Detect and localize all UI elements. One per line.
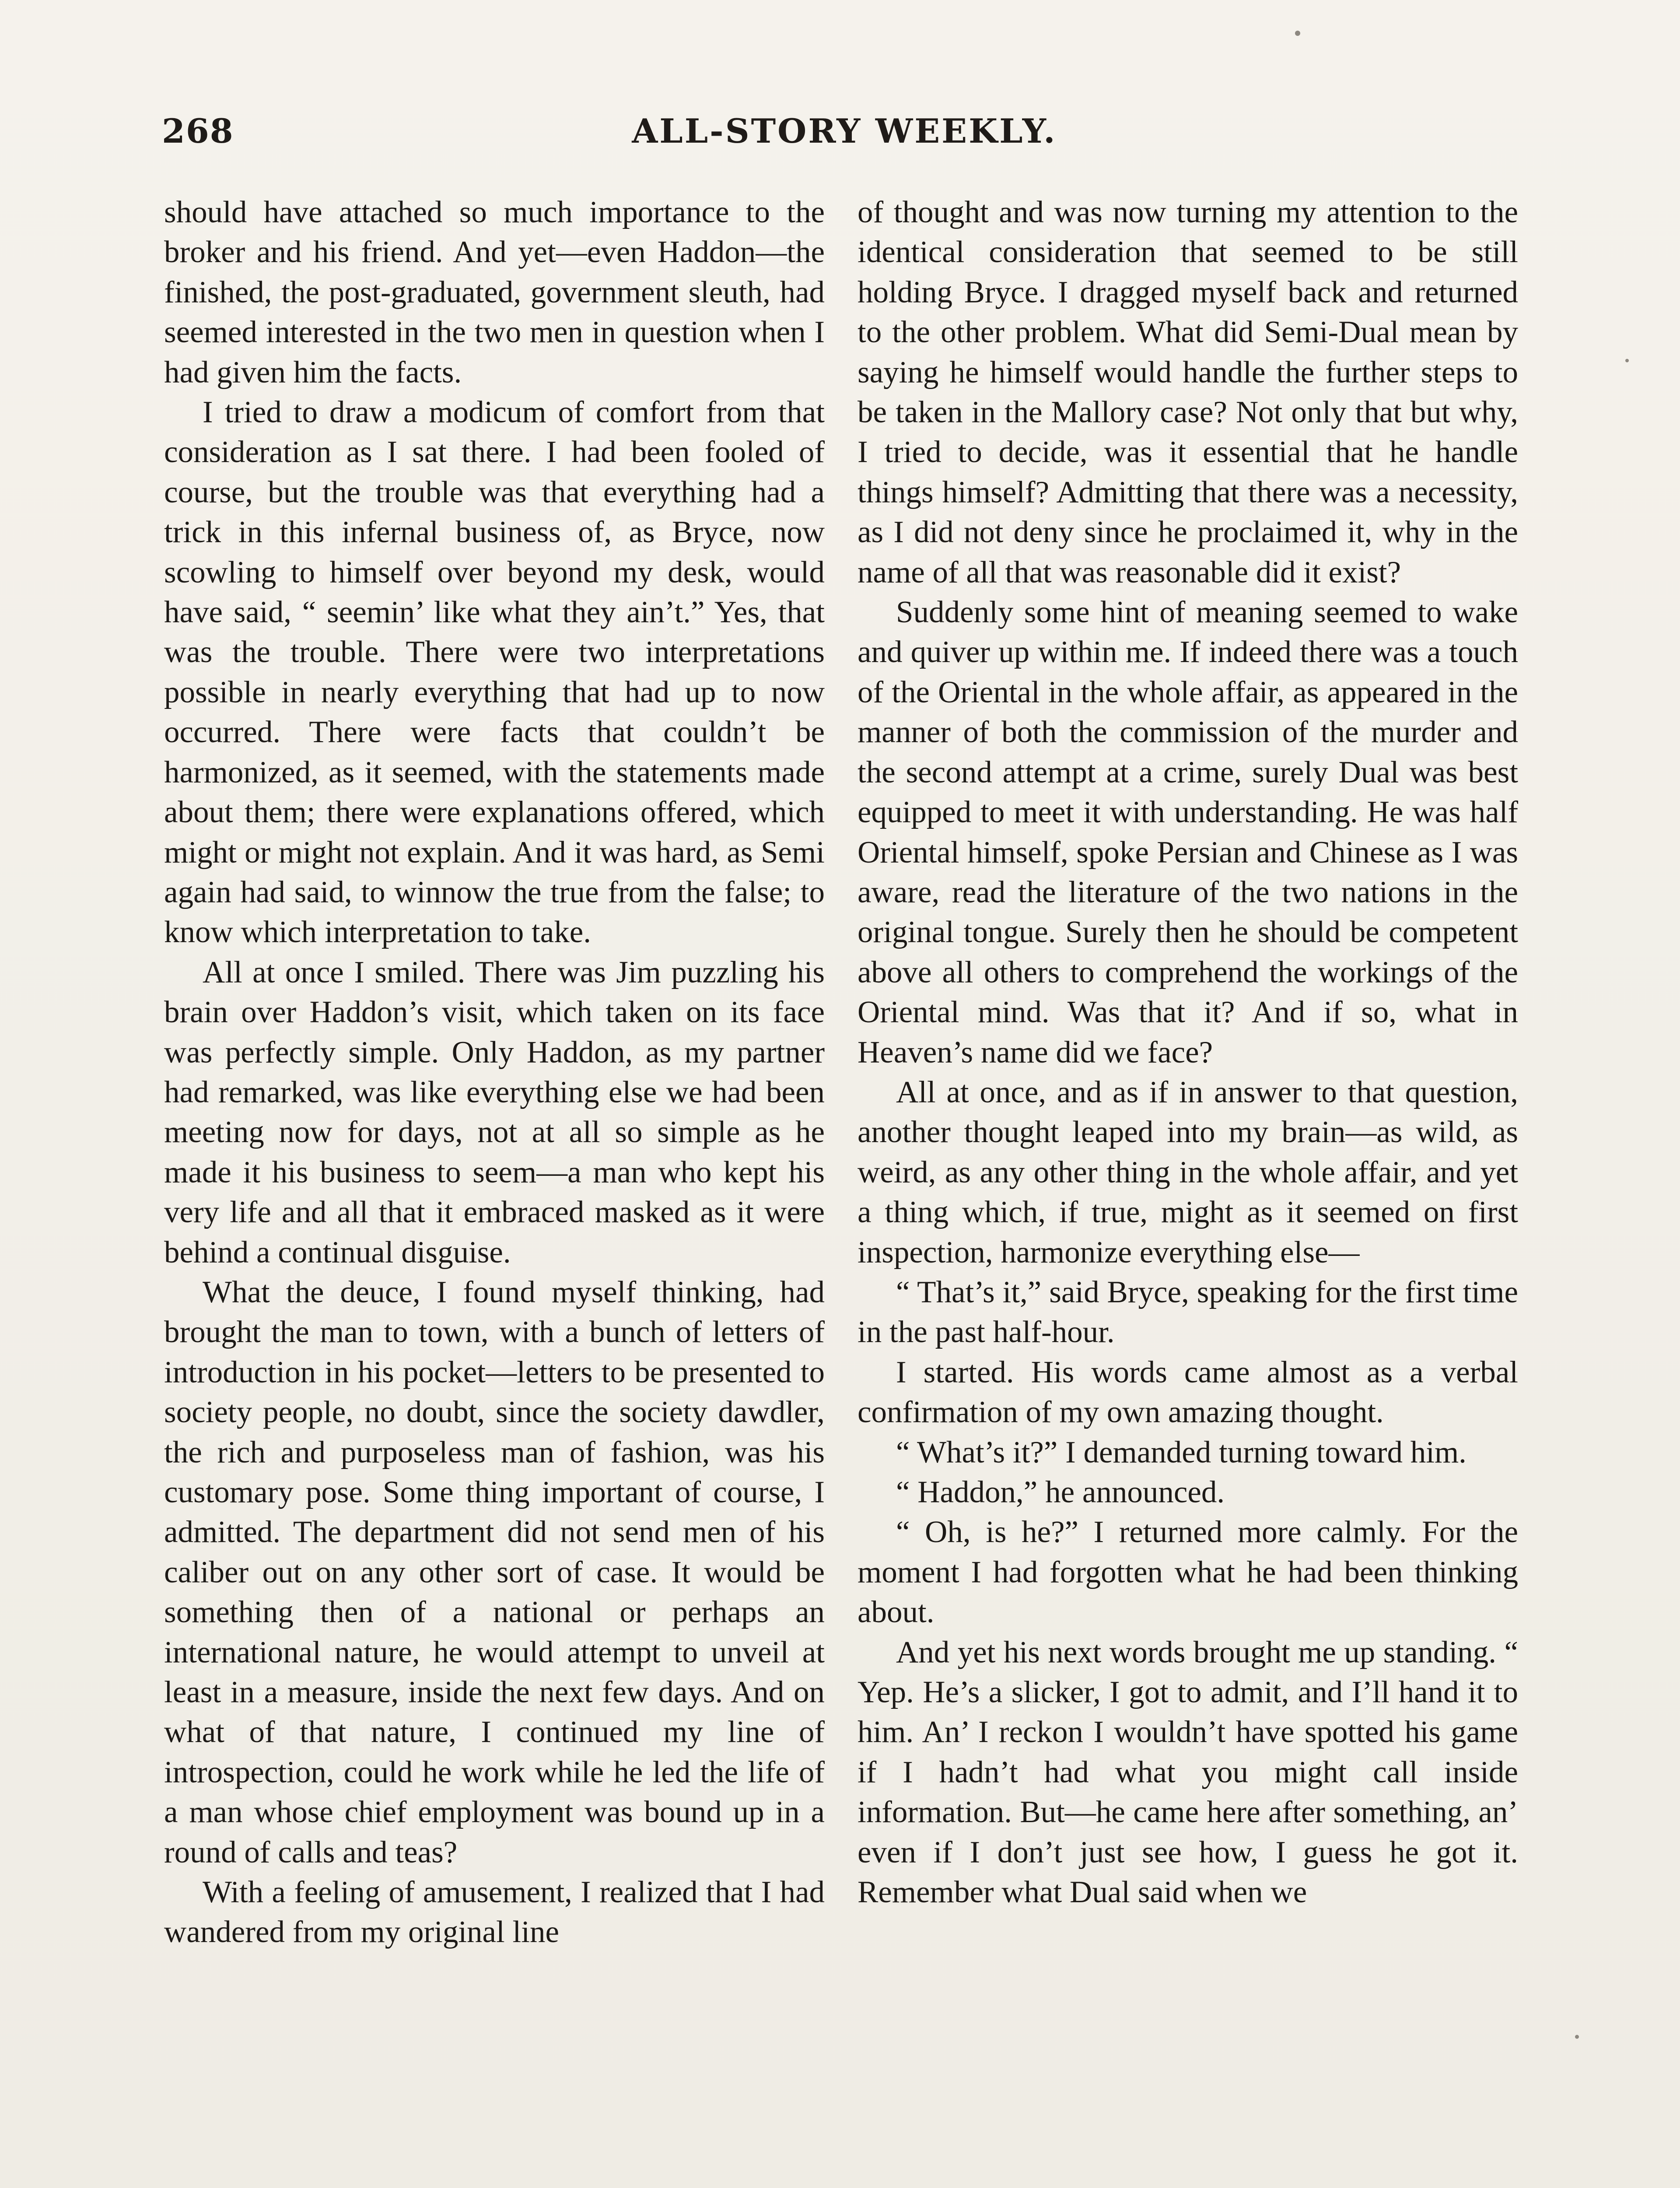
paragraph: “ Oh, is he?” I returned more calmly. For the moment I had forgotten what he had been thinking about. bbox=[858, 1515, 1518, 1630]
paper-speck bbox=[1625, 359, 1629, 362]
paragraph: “ What’s it?” I demanded turning toward him. bbox=[896, 1435, 1466, 1469]
paragraph: And yet his next words brought me up standing. “ Yep. He’s a slicker, I got to admit, and I’ll hand it to him. An’ I reckon I wouldn’t have spotted his game if I hadn’t had what you might call inside information. But—he came here after something, an’ even if I don’t just see how, I guess he got it. Remember what Dual said when we bbox=[858, 1635, 1518, 1910]
paragraph: should have attached so much importance to the broker and his friend. And yet—even Haddon—the finished, the post-graduated, government sleuth, had seemed interested in the two men in question when I had given him the facts. bbox=[164, 195, 825, 389]
left-column bbox=[164, 193, 825, 1953]
page-number: 268 bbox=[162, 112, 234, 151]
paragraph: I tried to draw a modicum of comfort from that consideration as I sat there. I had been fooled of course, but the trouble was that everything had a trick in this infernal business of, as Bryce, now scowling to himself over beyond my desk, would have said, “ seemin’ like what they ain’t.” Yes, that was the trouble. There were two interpretations possible in nearly everything that had up to now occurred. There were facts that couldn’t be harmonized, as it seemed, with the statements made about them; there were explanations offered, which might or might not explain. And it was hard, as Semi again had said, to winnow the true from the false; to know which interpretation to take. bbox=[164, 395, 825, 950]
running-title: ALL-STORY WEEKLY. bbox=[632, 112, 1057, 151]
paragraph: Suddenly some hint of meaning seemed to wake and quiver up within me. If indeed there was a touch of the Oriental in the whole affair, as appeared in the manner of both the commission of the murder and the second attempt at a crime, surely Dual was best equipped to meet it with understanding. He was half Oriental himself, spoke Persian and Chinese as I was aware, read the literature of the two nations in the original tongue. Surely then he should be competent above all others to comprehend the workings of the Oriental mind. Was that it? And if so, what in Heaven’s name did we face? bbox=[858, 595, 1518, 1069]
page-header bbox=[162, 112, 1527, 160]
paragraph: “ That’s it,” said Bryce, speaking for the first time in the past half-hour. bbox=[858, 1275, 1518, 1350]
paragraph: All at once, and as if in answer to that question, another thought leaped into my brain—as wild, as weird, as any other thing in the whole affair, and yet a thing which, if true, might as it seemed on first inspection, harmonize everything else— bbox=[858, 1075, 1518, 1269]
right-column bbox=[858, 193, 1518, 1912]
paragraph: What the deuce, I found myself thinking, had brought the man to town, with a bunch of letters of introduction in his pocket—letters to be presented to society people, no doubt, since the society dawdler, the rich and purposeless man of fashion, was his customary pose. Some thing important of course, I admitted. The department did not send men of his caliber out on any other sort of case. It would be something then of a national or perhaps an international nature, he would attempt to unveil at least in a measure, inside the next few days. And on what of that nature, I continued my line of introspection, could he work while he led the life of a man whose chief employment was bound up in a round of calls and teas? bbox=[164, 1275, 825, 1869]
paper-speck bbox=[1295, 31, 1300, 36]
paragraph: With a feeling of amusement, I realized that I had wandered from my original line bbox=[164, 1875, 825, 1950]
paper-speck bbox=[1575, 2035, 1579, 2039]
paragraph: I started. His words came almost as a verbal confirmation of my own amazing thought. bbox=[858, 1355, 1518, 1430]
paragraph: All at once I smiled. There was Jim puzzling his brain over Haddon’s visit, which taken on its face was perfectly simple. Only Haddon, as my partner had remarked, was like everything else we had been meeting now for days, not at all so simple as he made it his business to seem—a man who kept his very life and all that it embraced masked as it were behind a continual disguise. bbox=[164, 955, 825, 1269]
paragraph: of thought and was now turning my attention to the identical consideration that seemed to be still holding Bryce. I dragged myself back and returned to the other problem. What did Semi-Dual mean by saying he himself would handle the further steps to be taken in the Mallory case? Not only that but why, I tried to decide, was it essential that he handle things himself? Admitting that there was a necessity, as I did not deny since he proclaimed it, why in the name of all that was reasonable did it exist? bbox=[858, 195, 1518, 589]
paragraph: “ Haddon,” he announced. bbox=[896, 1475, 1225, 1509]
